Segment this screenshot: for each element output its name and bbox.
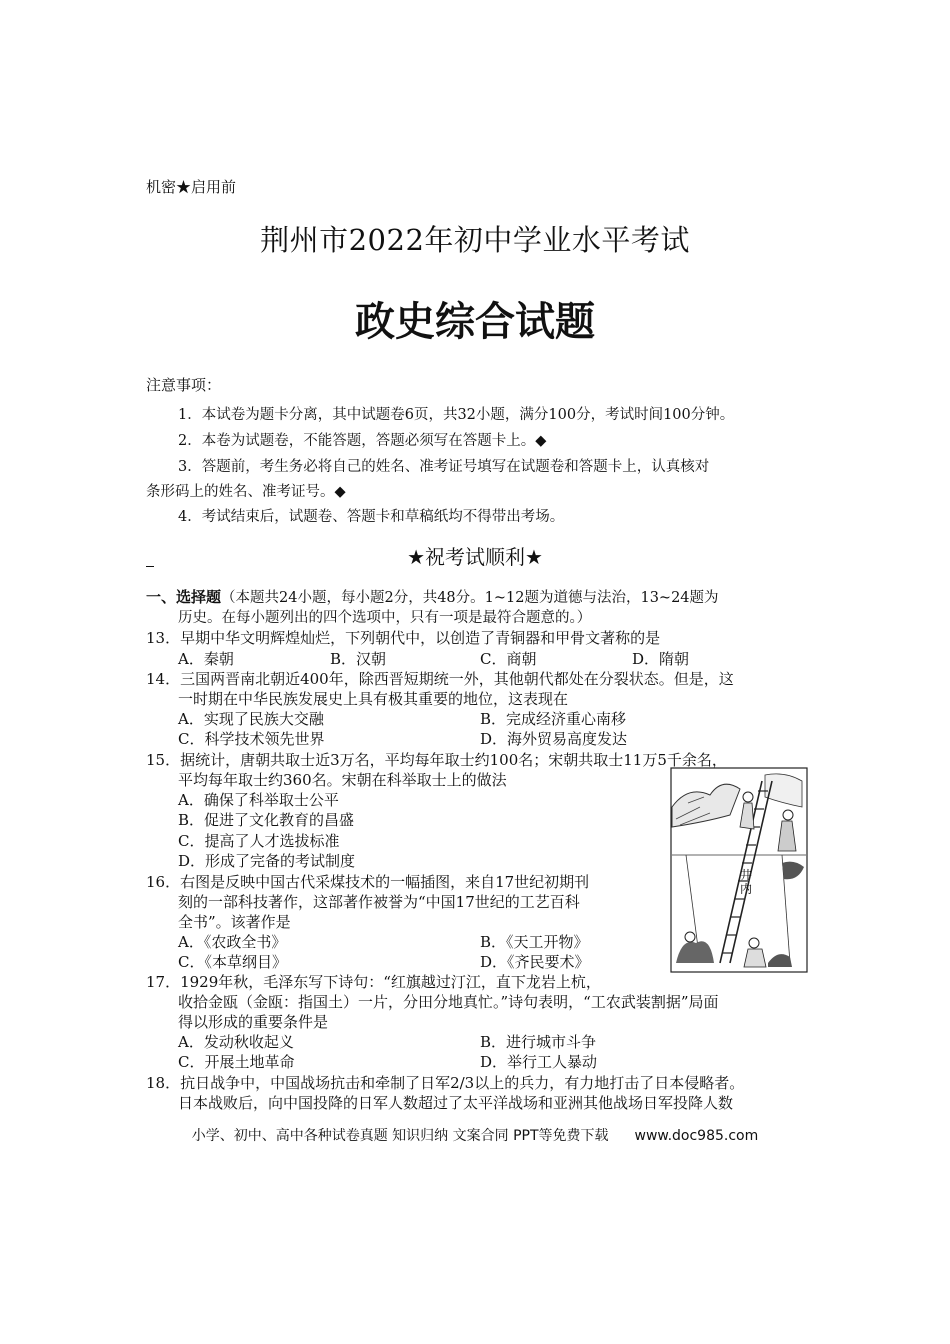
q14-option-c: C．科学技术领先世界: [178, 730, 325, 748]
subject-title: 政史综合试题: [355, 299, 595, 345]
q14-option-b: B．完成经济重心南移: [480, 710, 627, 728]
question-17-stem-cont: 收拾金瓯（金瓯：指国土）一片，分田分地真忙。”诗句表明，“工农武装割据”局面: [178, 993, 719, 1011]
section-header: [146, 586, 719, 607]
question-18-stem-cont: 日本战败后，向中国投降的日军人数超过了太平洋战场和亚洲其他战场日军投降人数: [178, 1094, 734, 1112]
q14-option-d: D．海外贸易高度发达: [480, 730, 628, 748]
q13-option-a: A．秦朝: [178, 650, 234, 668]
illustration-label: 内: [740, 882, 753, 896]
exam-title: 荆州市2022年初中学业水平考试: [260, 223, 690, 257]
question-13-stem: 13．早期中华文明辉煌灿烂，下列朝代中，以创造了青铜器和甲骨文著称的是: [146, 629, 661, 647]
notice-item: 1．本试卷为题卡分离，其中试题卷6页，共32小题，满分100分，考试时间100分钟。: [178, 407, 735, 423]
q17-option-d: D．举行工人暴动: [480, 1053, 598, 1071]
notice-item: 条形码上的姓名、准考证号。◆: [146, 484, 346, 500]
notice-item: 4．考试结束后，试题卷、答题卡和草稿纸均不得带出考场。: [178, 509, 565, 525]
q17-option-b: B．进行城市斗争: [480, 1033, 597, 1051]
q16-option-c: C．《本草纲目》: [178, 953, 287, 971]
q13-option-c: C．商朝: [480, 650, 537, 668]
q16-option-a: A．《农政全书》: [178, 933, 287, 951]
question-16-stem-cont: 全书”。该著作是: [178, 913, 291, 931]
illustration-label: 井: [740, 868, 753, 882]
section-desc: （本题共24小题，每小题2分，共48分。1~12题为道德与法治，13~24题为: [221, 590, 719, 606]
q16-option-d: D．《齐民要术》: [480, 953, 590, 971]
short-rule: [146, 566, 154, 567]
coal-mining-illustration: [670, 767, 808, 973]
q15-option-c: C．提高了人才选拔标准: [178, 832, 340, 850]
notice-heading: 注意事项：: [146, 376, 222, 394]
question-17-stem: 17．1929年秋，毛泽东写下诗句：“红旗越过汀江，直下龙岩上杭，: [146, 973, 601, 991]
question-16-stem-cont: 刻的一部科技著作，这部著作被誉为“中国17世纪的工艺百科: [178, 893, 580, 911]
notice-item: 3．答题前，考生务必将自己的姓名、准考证号填写在试题卷和答题卡上，认真核对: [178, 459, 710, 475]
q15-option-a: A．确保了科举取士公平: [178, 791, 339, 809]
q15-option-b: B．促进了文化教育的昌盛: [178, 811, 355, 829]
question-14-stem-cont: 一时期在中华民族发展史上具有极其重要的地位，这表现在: [178, 690, 569, 708]
q17-option-c: C．开展土地革命: [178, 1053, 295, 1071]
notice-item: 2．本卷为试题卷，不能答题，答题必须写在答题卡上。◆: [178, 433, 547, 449]
q15-option-d: D．形成了完备的考试制度: [178, 852, 356, 870]
q17-option-a: A．发动秋收起义: [178, 1033, 294, 1051]
q16-option-b: B．《天工开物》: [480, 933, 589, 951]
q13-option-b: B．汉朝: [330, 650, 387, 668]
question-16-stem: 16．右图是反映中国古代采煤技术的一幅插图，来自17世纪初期刊: [146, 873, 590, 891]
footer-url[interactable]: www.doc985.com: [634, 1128, 759, 1144]
question-15-stem-cont: 平均每年取士约360名。宋朝在科举取士上的做法: [178, 771, 507, 789]
question-15-stem: 15．据统计，唐朝共取士近3万名，平均每年取士约100名；宋朝共取士11万5千余名，: [146, 751, 727, 769]
footer: [0, 1125, 950, 1145]
q14-option-a: A．实现了民族大交融: [178, 710, 324, 728]
section-title: 一、选择题: [146, 588, 222, 606]
footer-text: 小学、初中、高中各种试卷真题 知识归纳 文案合同 PPT等免费下载: [191, 1128, 609, 1144]
confidential-label: 机密★启用前: [146, 178, 237, 196]
question-18-stem: 18．抗日战争中，中国战场抗击和牵制了日军2/3以上的兵力，有力地打击了日本侵略者。: [146, 1074, 745, 1092]
section-desc-line: 历史。在每小题列出的四个选项中，只有一项是最符合题意的。）: [178, 610, 592, 626]
good-luck-banner: ★祝考试顺利★: [407, 545, 543, 569]
question-14-stem: 14．三国两晋南北朝近400年，除西晋短期统一外，其他朝代都处在分裂状态。但是，这: [146, 670, 734, 688]
question-17-stem-cont: 得以形成的重要条件是: [178, 1013, 329, 1031]
q13-option-d: D．隋朝: [632, 650, 690, 668]
